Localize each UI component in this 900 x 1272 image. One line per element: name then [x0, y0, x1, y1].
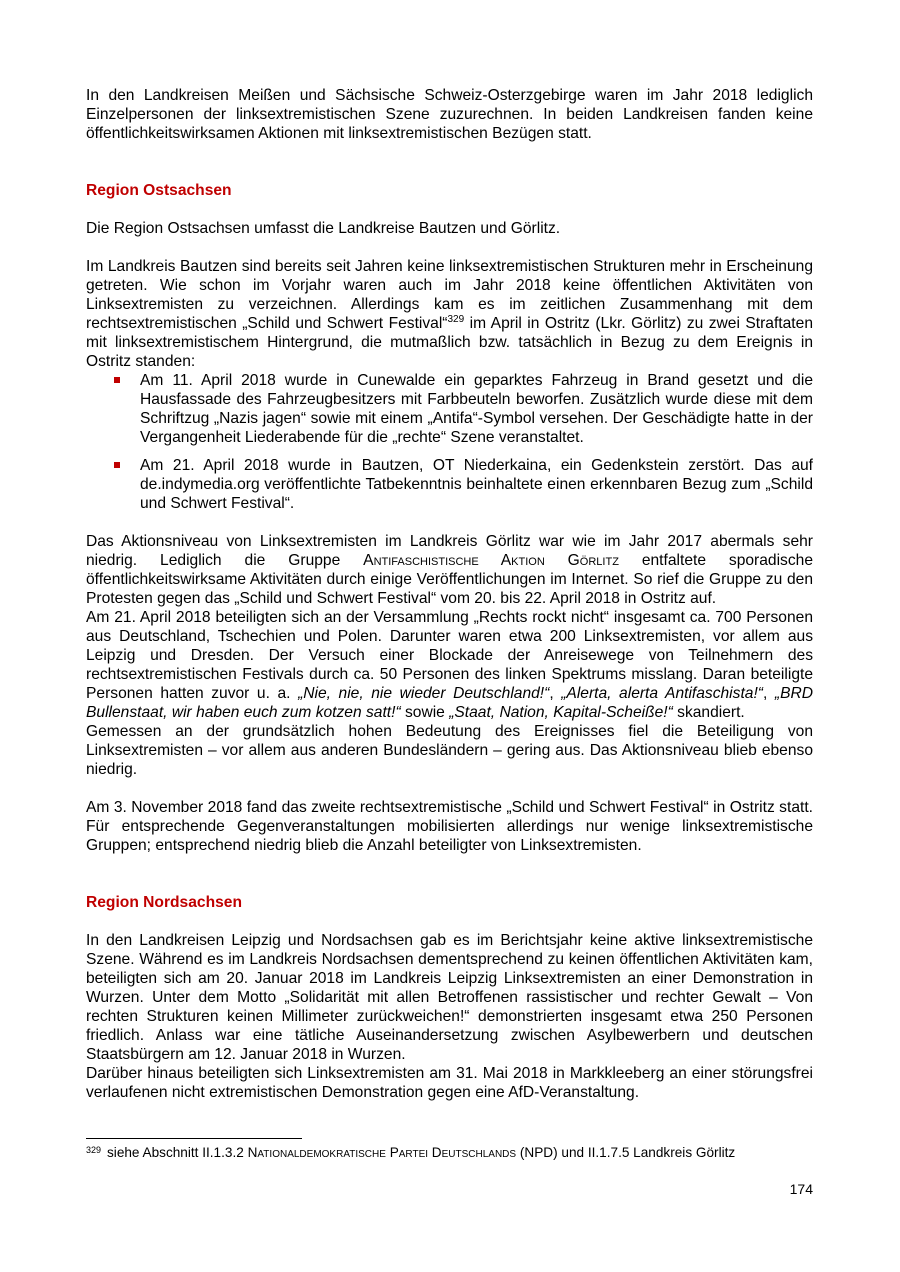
list-item-text: Am 11. April 2018 wurde in Cunewalde ein geparktes Fahrzeug in Brand gesetzt und die Hausfassade des Fahrzeugbesitzers mit Farbbeuteln beworfen. Zusätzlich wurde diese mit dem Schriftzug „Nazis jagen“ sowie mit einem „Antifa“-Symbol versehen. Der Geschädigte hatte in der Vergangenheit Liederabende für die „rechte“ Szene veranstaltet.: [140, 372, 813, 446]
nordsachsen-paragraph-2: Darüber hinaus beteiligten sich Linksextremisten am 31. Mai 2018 in Markkleeberg an einer störungsfrei verlaufenen nicht extremistischen Demonstration gegen eine AfD-Veranstaltung.: [86, 1065, 813, 1101]
separator-text: ,: [549, 685, 562, 702]
square-bullet-icon: [114, 377, 120, 383]
footnote: [86, 1144, 813, 1161]
ostsachsen-paragraph-4-end: skandiert.: [672, 704, 745, 721]
ostsachsen-paragraph-5: Gemessen an der grundsätzlich hohen Bedeutung des Ereignisses fiel die Beteiligung von Linksextremisten – vor allem aus anderen Bundesländern – gering aus. Das Aktionsniveau blieb ebenso niedrig.: [86, 723, 813, 778]
ostsachsen-paragraph-4-text-a: Am 21. April 2018 beteiligten sich an der Versammlung „Rechts rockt nicht“ insgesamt ca. 700 Personen aus Deutschland, Tschechien und Polen. Darunter waren etwa 200 Linksextremisten, vor allem aus Leipzig und Dresden. Der Versuch einer Blockade der Anreisewege von Teilnehmern des rechtsextremistischen Festivals durch ca. 50 Personen des linken Spektrums misslang. Daran beteiligte Personen hatten zuvor u. a.: [86, 609, 813, 702]
slogan-quote: „Staat, Nation, Kapital-Scheiße!“: [449, 704, 673, 721]
ostsachsen-paragraph-2: [86, 257, 813, 371]
incident-list: [86, 371, 813, 513]
list-item: [86, 371, 813, 447]
slogan-quote: „Alerta, alerta Antifaschista!“: [561, 685, 763, 702]
footnote-text-b: (NPD) und II.1.7.5 Landkreis Görlitz: [516, 1145, 736, 1160]
list-item-text: Am 21. April 2018 wurde in Bautzen, OT Niederkaina, ein Gedenkstein zerstört. Das auf de.indymedia.org veröffentlichte Tatbekenntnis beinhaltete einen erkennbaren Bezug zum „Schild und Schwert Festival“.: [140, 457, 813, 512]
slogan-quote: „BRD Bullenstaat, wir haben euch zum kotzen satt!“: [86, 685, 814, 721]
party-name: Nationaldemokratische Partei Deutschlands: [247, 1145, 517, 1160]
ostsachsen-paragraph-6: Am 3. November 2018 fand das zweite rechtsextremistische „Schild und Schwert Festival“ in Ostritz statt. Für entsprechende Gegenveranstaltungen mobilisierten allerdings nur wenige linksextremistische Gruppen; entsprechend niedrig blieb die Anzahl beteiligter von Linksextremisten.: [86, 799, 813, 854]
footnote-text-a: siehe Abschnitt II.1.3.2: [107, 1145, 248, 1160]
section-heading-nordsachsen: Region Nordsachsen: [86, 894, 242, 911]
square-bullet-icon: [114, 462, 120, 468]
footnote-text: [86, 1144, 813, 1161]
separator-text: ,: [762, 685, 775, 702]
intro-paragraph: In den Landkreisen Meißen und Sächsische Schweiz-Osterzgebirge waren im Jahr 2018 lediglich Einzelpersonen der linksextremistischen Szene zuzurechnen. In beiden Landkreisen fanden keine öffentlichkeitswirksamen Aktionen mit linksextremistischen Bezügen statt.: [86, 87, 813, 142]
group-name: Antifaschistische Aktion Görlitz: [363, 552, 619, 569]
page-number: 174: [789, 1181, 813, 1197]
ostsachsen-paragraph-4: [86, 608, 813, 722]
list-item: [86, 456, 813, 513]
page-body: [86, 86, 813, 1102]
ostsachsen-paragraph-3: [86, 532, 813, 608]
ostsachsen-paragraph-2-text-a: Im Landkreis Bautzen sind bereits seit Jahren keine linksextremistischen Strukturen mehr in Erscheinung getreten. Wie schon im Vorjahr waren auch im Jahr 2018 keine öffentlichen Aktivitäten von Linksextremisten zu verzeichnen. Allerdings kam es im zeitlichen Zusammenhang mit dem rechtsextremistischen „Schild und Schwert Festival“: [86, 258, 813, 332]
slogan-quote: „Nie, nie, nie wieder Deutschland!“: [298, 685, 550, 702]
ostsachsen-paragraph-1: Die Region Ostsachsen umfasst die Landkreise Bautzen und Görlitz.: [86, 220, 561, 237]
footnote-reference: 329: [447, 313, 465, 325]
ostsachsen-paragraph-2-text-b: im April in Ostritz (Lkr. Görlitz) zu zwei Straftaten mit linksextremistischem Hintergrund, die mutmaßlich bzw. tatsächlich in Bezug zu dem Ereignis in Ostritz standen:: [86, 315, 813, 370]
nordsachsen-paragraph-1: In den Landkreisen Leipzig und Nordsachsen gab es im Berichtsjahr keine aktive linksextremistische Szene. Während es im Landkreis Nordsachsen dementsprechend zu keinen öffentlichen Aktivitäten kam, beteiligten sich am 20. Januar 2018 im Landkreis Leipzig Linksextremisten an einer Demonstration in Wurzen. Unter dem Motto „Solidarität mit allen Betroffenen rassistischer und rechter Gewalt – Von rechten Strukturen keinen Millimeter zurückweichen!“ demonstrierten insgesamt etwa 250 Personen friedlich. Anlass war eine tätliche Auseinandersetzung zwischen Asylbewerbern und deutschen Staatsbürgern am 12. Januar 2018 in Wurzen.: [86, 932, 813, 1063]
section-heading-ostsachsen: Region Ostsachsen: [86, 182, 232, 199]
footnote-number: 329: [86, 1145, 102, 1155]
ostsachsen-paragraph-3-text-b: entfaltete sporadische öffentlichkeitswirksame Aktivitäten durch einige Veröffentlichungen im Internet. So rief die Gruppe zu den Protesten gegen das „Schild und Schwert Festival“ vom 20. bis 22. April 2018 in Ostritz auf.: [86, 552, 813, 607]
separator-text: sowie: [400, 704, 450, 721]
footnote-separator: [86, 1138, 302, 1139]
ostsachsen-paragraph-3-text-a: Das Aktionsniveau von Linksextremisten im Landkreis Görlitz war wie im Jahr 2017 abermals sehr niedrig. Lediglich die Gruppe: [86, 533, 813, 569]
